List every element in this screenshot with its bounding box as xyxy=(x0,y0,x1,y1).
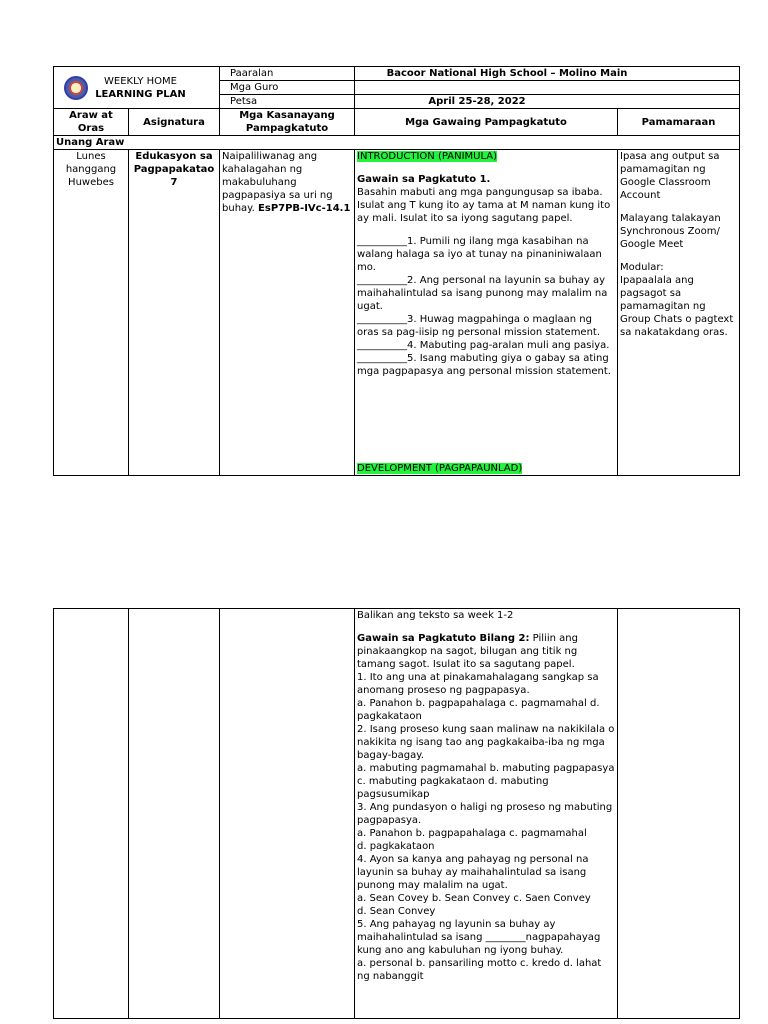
pamamaraan-modular: Modular: Ipapaalala ang pagsagot sa pamamagitan ng Group Chats o pagtext sa nakatakdang oras. xyxy=(620,262,734,338)
paaralan-value: Bacoor National High School – Molino Main xyxy=(355,67,740,81)
intro-label: INTRODUCTION (PANIMULA) xyxy=(357,151,498,162)
kasanayan-text: Naipaliliwanag ang kahalagahan ng makabuluhang pagpapasiya sa uri ng buhay. xyxy=(222,151,333,214)
pamamaraan-cell-continued xyxy=(618,609,740,1019)
balikan-text: Balikan ang teksto sa week 1-2 xyxy=(357,610,514,621)
col-gawain: Mga Gawaing Pampagkatuto xyxy=(355,109,618,136)
gawain2-title: Gawain sa Pagkatuto Bilang 2: xyxy=(357,633,530,644)
weekly-plan-table-continued xyxy=(53,608,740,1019)
development-label: DEVELOPMENT (PAGPAPAUNLAD) xyxy=(357,463,523,474)
col-kasanayan: Mga Kasanayang Pampagkatuto xyxy=(220,109,355,136)
pamamaraan-synchronous: Malayang talakayan Synchronous Zoom/ Google Meet xyxy=(620,213,721,250)
pamamaraan-classroom: Ipasa ang output sa pamamagitan ng Google Classroom Account xyxy=(620,151,720,201)
asignatura-cell: Edukasyon sa Pagpapakatao 7 xyxy=(129,150,220,476)
gawain1-title: Gawain sa Pagkatuto 1. xyxy=(357,174,491,185)
gawain2-heading xyxy=(357,632,615,671)
gawain2-items: 1. Ito ang una at pinakamahalagang sangkap sa anomang proseso ng pagpapasya. a. Panahon b. pagpapahalaga c. pagmamahal d. pagkakataon 2. Isang proseso kung saan malinaw na nakikilala o nakikita ng isang tao ang pagkakaiba-iba ng mga bagay-bagay. a. mabuting pagmamahal b. mabuting pagpapasya c. mabuting pagkakataon d. mabuting pagsusumikap 3. Ang pundasyon o haligi ng proseso ng mabuting pagpapasya. a. Panahon b. pagpapahalaga c. pagmamahal d. pagkakataon 4. Ayon sa kanya ang pahayag ng personal na layunin sa buhay ay maihahalintulad sa isang punong may malalim na ugat. a. Sean Covey b. Sean Convey c. Saen Convey d. Sean Convey 5. Ang pahayag ng layunin sa buhay ay maihahalintulad sa isang ________nagpapahayag kung ano ang kabuluhan ng iyong buhay. a. personal b. pansariling motto c. kredo d. lahat ng nabanggit xyxy=(357,672,615,982)
weekly-plan-table xyxy=(53,66,740,476)
kasanayan-code: EsP7PB-IVc-14.1 xyxy=(258,203,351,214)
pamamaraan-cell xyxy=(618,150,740,476)
guro-value xyxy=(355,81,740,95)
gawain-cell xyxy=(355,150,618,476)
gawain1-instructions: Basahin mabuti ang mga pangungusap sa ibaba. Isulat ang T kung ito ay tama at M naman kung ito ay mali. Isulat ito sa iyong sagutang papel. xyxy=(357,187,611,224)
petsa-value: April 25-28, 2022 xyxy=(355,95,740,109)
gawain-cell-continued xyxy=(355,609,618,1019)
guro-label: Mga Guro xyxy=(220,81,355,95)
plan-title-cell xyxy=(54,67,220,109)
asignatura-cell-continued xyxy=(129,609,220,1019)
araw-cell: Lunes hanggang Huwebes xyxy=(54,150,129,476)
gawain1-items: __________1. Pumili ng ilang mga kasabihan na walang halaga sa iyo at tunay na pinaniniwalaan mo. __________2. Ang personal na layunin sa buhay ay maihahalintulad sa isang punong may malalim na ugat. __________3. Huwag magpahinga o maglaan ng oras sa pag-iisip ng personal mission statement. __________4. Mabuting pag-aralan muli ang pasiya. __________5. Isang mabuting giya o gabay sa ating mga pagpapasya ang personal mission statement. xyxy=(357,236,611,377)
araw-cell-continued xyxy=(54,609,129,1019)
kasanayan-cell xyxy=(220,150,355,476)
section-day-label: Unang Araw xyxy=(54,136,740,150)
petsa-label: Petsa xyxy=(220,95,355,109)
deped-seal-icon xyxy=(64,76,88,100)
gawain2-instructions: Piliin ang pinakaangkop na sagot, bilugan ang titik ng tamang sagot. Isulat ito sa sagutang papel. xyxy=(357,633,578,670)
col-araw: Araw at Oras xyxy=(54,109,129,136)
col-asignatura: Asignatura xyxy=(129,109,220,136)
plan-title-line2: LEARNING PLAN xyxy=(95,88,186,100)
kasanayan-cell-continued xyxy=(220,609,355,1019)
plan-title-line1: WEEKLY HOME xyxy=(104,75,177,87)
paaralan-label: Paaralan xyxy=(220,67,355,81)
col-pamamaraan: Pamamaraan xyxy=(618,109,740,136)
